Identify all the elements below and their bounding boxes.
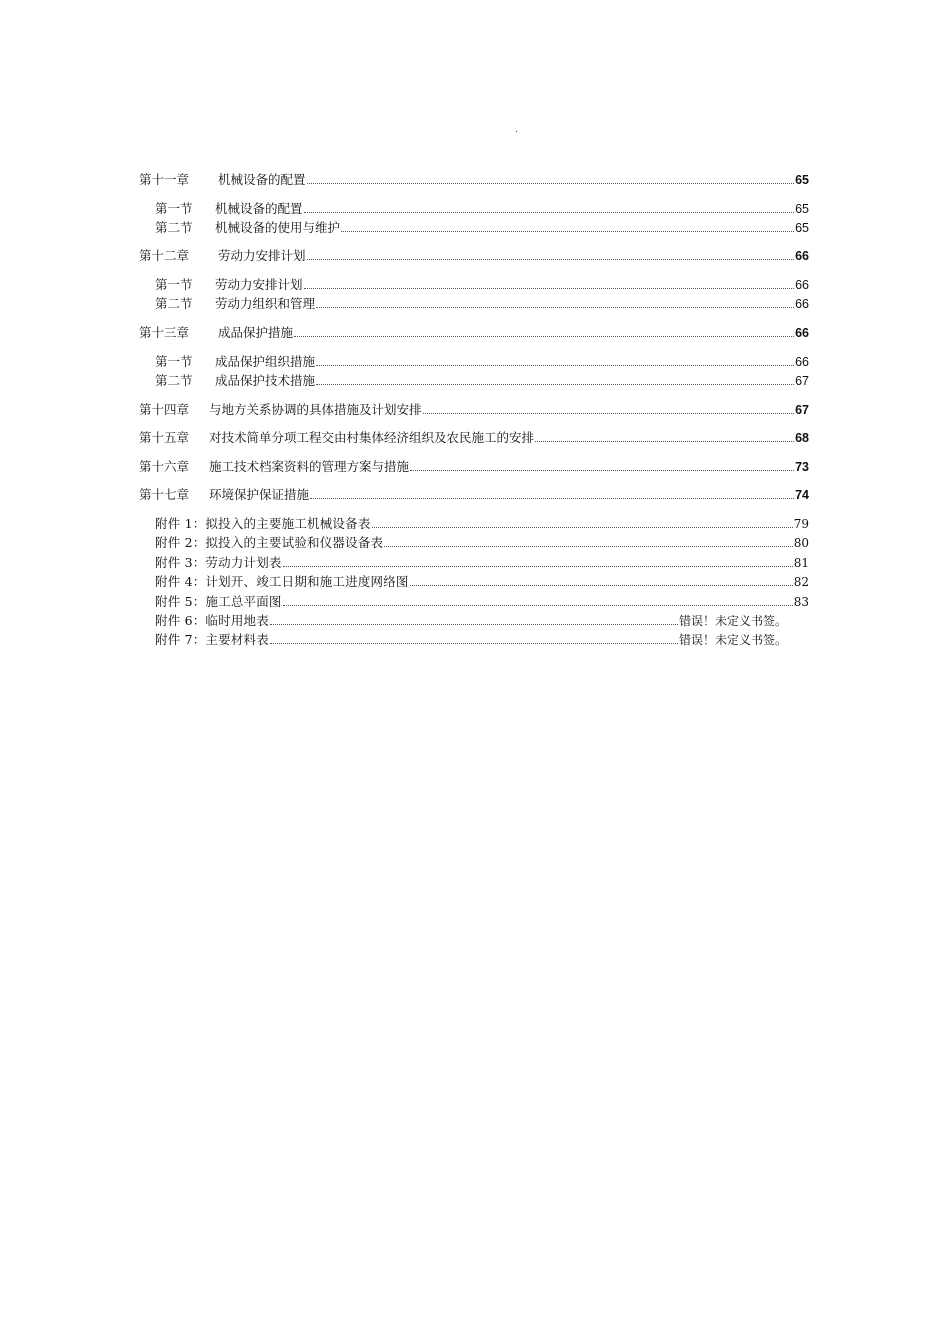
dot-leader bbox=[423, 412, 795, 414]
page-number: 80 bbox=[793, 536, 809, 550]
chapter-label: 第十六章 bbox=[139, 459, 190, 474]
dot-leader bbox=[372, 526, 793, 528]
chapter-title: 劳动力安排计划 bbox=[218, 248, 306, 263]
attachment-title: 附件 6：临时用地表 bbox=[155, 613, 269, 628]
dot-leader bbox=[294, 335, 794, 337]
toc-attachment[interactable] bbox=[155, 555, 809, 571]
page-number: 81 bbox=[793, 556, 809, 570]
section-title: 劳动力安排计划 bbox=[215, 277, 303, 292]
page-number: 错误！未定义书签。 bbox=[678, 614, 787, 628]
toc-section[interactable] bbox=[155, 373, 809, 389]
toc-chapter[interactable] bbox=[139, 402, 809, 418]
chapter-label: 第十四章 bbox=[139, 402, 190, 417]
page-number: 66 bbox=[795, 249, 809, 263]
dot-leader bbox=[316, 364, 794, 366]
chapter-title: 环境保护保证措施 bbox=[209, 487, 310, 502]
page-number: 65 bbox=[795, 221, 809, 235]
page-number: 66 bbox=[795, 278, 809, 292]
dot-leader bbox=[270, 642, 678, 644]
page-number: 67 bbox=[795, 374, 809, 388]
header-mark: . bbox=[515, 124, 519, 135]
page-number: 65 bbox=[795, 173, 809, 187]
toc-attachment[interactable] bbox=[155, 574, 809, 590]
page-number: 79 bbox=[793, 517, 809, 531]
attachment-title: 附件 1：拟投入的主要施工机械设备表 bbox=[155, 516, 371, 531]
toc-section[interactable] bbox=[155, 296, 809, 312]
toc-attachment[interactable] bbox=[155, 516, 809, 532]
toc-attachment[interactable] bbox=[155, 613, 787, 629]
dot-leader bbox=[310, 497, 794, 499]
section-title: 机械设备的配置 bbox=[215, 201, 303, 216]
page-number: 66 bbox=[795, 355, 809, 369]
attachment-title: 附件 5：施工总平面图 bbox=[155, 594, 282, 609]
section-title: 成品保护技术措施 bbox=[215, 373, 316, 388]
toc-chapter[interactable] bbox=[139, 487, 809, 503]
chapter-title: 施工技术档案资料的管理方案与措施 bbox=[209, 459, 410, 474]
page-number: 73 bbox=[795, 460, 809, 474]
section-label: 第一节 bbox=[155, 201, 193, 216]
dot-leader bbox=[283, 604, 793, 606]
section-label: 第一节 bbox=[155, 354, 193, 369]
chapter-label: 第十三章 bbox=[139, 325, 190, 340]
attachment-title: 附件 7：主要材料表 bbox=[155, 632, 269, 647]
section-title: 劳动力组织和管理 bbox=[215, 296, 316, 311]
dot-leader bbox=[535, 440, 794, 442]
dot-leader bbox=[316, 383, 794, 385]
chapter-title: 机械设备的配置 bbox=[218, 172, 306, 187]
page-number: 68 bbox=[795, 431, 809, 445]
dot-leader bbox=[304, 211, 795, 213]
dot-leader bbox=[307, 258, 795, 260]
section-label: 第一节 bbox=[155, 277, 193, 292]
toc-chapter[interactable] bbox=[139, 172, 809, 188]
page-number: 82 bbox=[793, 575, 809, 589]
dot-leader bbox=[270, 623, 678, 625]
dot-leader bbox=[307, 182, 795, 184]
toc-attachment[interactable] bbox=[155, 632, 787, 648]
toc-attachment[interactable] bbox=[155, 535, 809, 551]
chapter-title: 成品保护措施 bbox=[218, 325, 294, 340]
page-number: 65 bbox=[795, 202, 809, 216]
chapter-label: 第十七章 bbox=[139, 487, 190, 502]
section-title: 成品保护组织措施 bbox=[215, 354, 316, 369]
dot-leader bbox=[341, 230, 794, 232]
page-number: 67 bbox=[795, 403, 809, 417]
dot-leader bbox=[304, 287, 795, 289]
page-number: 83 bbox=[793, 595, 809, 609]
dot-leader bbox=[410, 469, 794, 471]
toc-chapter[interactable] bbox=[139, 459, 809, 475]
dot-leader bbox=[410, 584, 793, 586]
toc-section[interactable] bbox=[155, 277, 809, 293]
page-number: 错误！未定义书签。 bbox=[678, 633, 787, 647]
attachment-title: 附件 2：拟投入的主要试验和仪器设备表 bbox=[155, 535, 384, 550]
chapter-label: 第十五章 bbox=[139, 430, 190, 445]
toc-attachment[interactable] bbox=[155, 594, 809, 610]
toc-section[interactable] bbox=[155, 354, 809, 370]
chapter-label: 第十二章 bbox=[139, 248, 190, 263]
section-title: 机械设备的使用与维护 bbox=[215, 220, 341, 235]
attachment-title: 附件 3：劳动力计划表 bbox=[155, 555, 282, 570]
section-label: 第二节 bbox=[155, 220, 193, 235]
page-number: 66 bbox=[795, 297, 809, 311]
toc-chapter[interactable] bbox=[139, 248, 809, 264]
dot-leader bbox=[384, 545, 792, 547]
dot-leader bbox=[316, 306, 794, 308]
dot-leader bbox=[283, 565, 793, 567]
toc-section[interactable] bbox=[155, 220, 809, 236]
section-label: 第二节 bbox=[155, 296, 193, 311]
chapter-title: 与地方关系协调的具体措施及计划安排 bbox=[209, 402, 422, 417]
chapter-title: 对技术简单分项工程交由村集体经济组织及农民施工的安排 bbox=[209, 430, 535, 445]
page-number: 74 bbox=[795, 488, 809, 502]
toc-chapter[interactable] bbox=[139, 430, 809, 446]
toc-section[interactable] bbox=[155, 201, 809, 217]
section-label: 第二节 bbox=[155, 373, 193, 388]
attachment-title: 附件 4：计划开、竣工日期和施工进度网络图 bbox=[155, 574, 409, 589]
page-number: 66 bbox=[795, 326, 809, 340]
toc-chapter[interactable] bbox=[139, 325, 809, 341]
chapter-label: 第十一章 bbox=[139, 172, 190, 187]
